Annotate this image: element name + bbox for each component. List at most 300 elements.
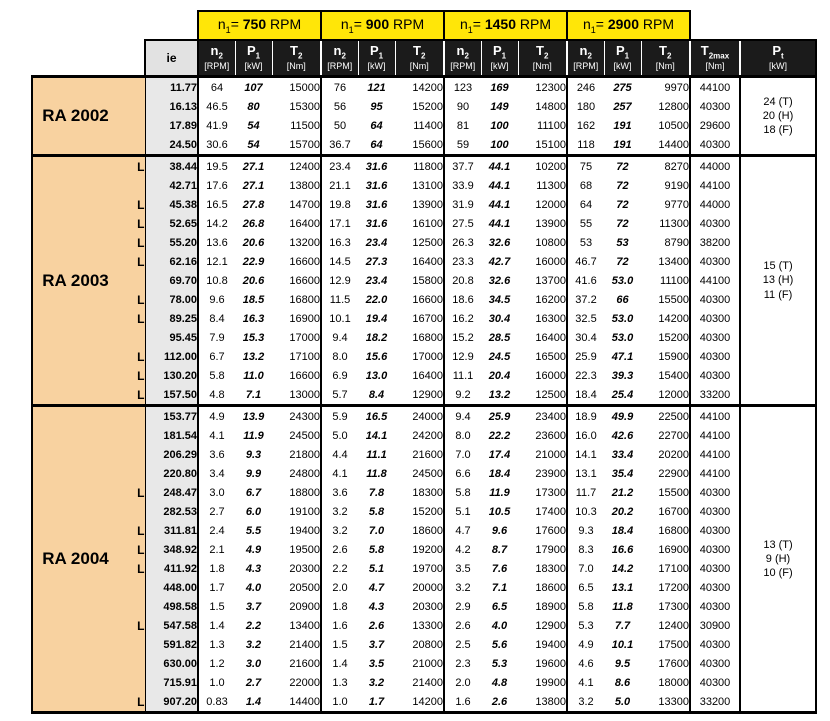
table-row bbox=[32, 578, 816, 597]
cell-n2-900: 36.7 bbox=[321, 135, 358, 156]
cell-n2-900: 9.4 bbox=[321, 328, 358, 347]
cell-n2-1450: 9.2 bbox=[444, 385, 481, 406]
cell-t2-900: 12500 bbox=[395, 233, 444, 252]
col-header-t2-750 bbox=[272, 40, 321, 77]
cell-t2-900: 11800 bbox=[395, 156, 444, 177]
cell-t2-2900: 15500 bbox=[641, 290, 690, 309]
cell-t2-2900: 9190 bbox=[641, 176, 690, 195]
cell-p1-900: 2.6 bbox=[358, 616, 395, 635]
cell-ie: 630.00 bbox=[145, 654, 198, 673]
cell-p1-1450: 28.5 bbox=[481, 328, 518, 347]
table-row bbox=[32, 116, 816, 135]
cell-n2-1450: 2.6 bbox=[444, 616, 481, 635]
n1-subscript: 1 bbox=[225, 24, 231, 35]
pt-line: 10 (F) bbox=[763, 567, 793, 580]
speed-value: 900 bbox=[365, 16, 390, 33]
cell-t2-900: 16800 bbox=[395, 328, 444, 347]
cell-t2-1450: 16000 bbox=[518, 366, 567, 385]
cell-n2-1450: 26.3 bbox=[444, 233, 481, 252]
cell-t2-900: 16100 bbox=[395, 214, 444, 233]
cell-t2-2900: 15200 bbox=[641, 328, 690, 347]
cell-t2max: 30900 bbox=[690, 616, 740, 635]
cell-n2-750: 2.1 bbox=[198, 540, 235, 559]
cell-p1-1450: 22.2 bbox=[481, 426, 518, 445]
cell-n2-900: 56 bbox=[321, 97, 358, 116]
cell-p1-900: 3.2 bbox=[358, 673, 395, 692]
mount-marker-l: L bbox=[118, 195, 145, 214]
cell-p1-1450: 25.9 bbox=[481, 406, 518, 427]
cell-p1-750: 6.7 bbox=[235, 483, 272, 502]
cell-n2-750: 7.9 bbox=[198, 328, 235, 347]
cell-t2max: 40300 bbox=[690, 559, 740, 578]
col-unit: [Nm] bbox=[705, 60, 725, 71]
cell-p1-900: 64 bbox=[358, 116, 395, 135]
cell-t2-900: 12900 bbox=[395, 385, 444, 406]
col-unit: [Nm] bbox=[532, 60, 552, 71]
cell-t2-1450: 15100 bbox=[518, 135, 567, 156]
col-unit: [RPM] bbox=[204, 60, 230, 71]
col-symbol-line bbox=[492, 43, 507, 61]
mount-marker-l: L bbox=[118, 559, 145, 578]
header-spacer-right bbox=[690, 11, 816, 40]
cell-n2-750: 17.6 bbox=[198, 176, 235, 195]
cell-t2-750: 24800 bbox=[272, 464, 321, 483]
cell-n2-2900: 13.1 bbox=[567, 464, 604, 483]
cell-p1-1450: 44.1 bbox=[481, 214, 518, 233]
cell-t2-900: 15200 bbox=[395, 97, 444, 116]
cell-p1-2900: 16.6 bbox=[604, 540, 641, 559]
cell-t2-900: 15800 bbox=[395, 271, 444, 290]
col-header-p1-2900 bbox=[604, 40, 641, 77]
cell-n2-750: 4.9 bbox=[198, 406, 235, 427]
col-subscript: 2 bbox=[421, 51, 426, 61]
cell-n2-1450: 33.9 bbox=[444, 176, 481, 195]
col-symbol: n bbox=[333, 43, 342, 59]
cell-t2-2900: 15500 bbox=[641, 483, 690, 502]
cell-t2-750: 17100 bbox=[272, 347, 321, 366]
cell-n2-2900: 180 bbox=[567, 97, 604, 116]
cell-n2-2900: 11.7 bbox=[567, 483, 604, 502]
cell-t2-750: 20300 bbox=[272, 559, 321, 578]
cell-t2-1450: 11100 bbox=[518, 116, 567, 135]
cell-p1-750: 18.5 bbox=[235, 290, 272, 309]
mount-marker-l bbox=[118, 502, 145, 521]
mount-marker-l: L bbox=[118, 692, 145, 713]
cell-p1-900: 7.0 bbox=[358, 521, 395, 540]
cell-t2-900: 14200 bbox=[395, 692, 444, 713]
cell-p1-1450: 2.6 bbox=[481, 692, 518, 713]
cell-p1-750: 15.3 bbox=[235, 328, 272, 347]
cell-t2-1450: 23900 bbox=[518, 464, 567, 483]
cell-n2-1450: 123 bbox=[444, 77, 481, 98]
cell-p1-2900: 10.1 bbox=[604, 635, 641, 654]
cell-n2-750: 5.8 bbox=[198, 366, 235, 385]
cell-t2-900: 20800 bbox=[395, 635, 444, 654]
cell-p1-1450: 30.4 bbox=[481, 309, 518, 328]
mount-marker-l bbox=[118, 176, 145, 195]
cell-n2-1450: 2.3 bbox=[444, 654, 481, 673]
cell-t2-2900: 16800 bbox=[641, 521, 690, 540]
cell-t2-2900: 11100 bbox=[641, 271, 690, 290]
table-body bbox=[32, 77, 816, 713]
cell-n2-1450: 20.8 bbox=[444, 271, 481, 290]
mount-marker-l bbox=[118, 673, 145, 692]
cell-t2-750: 19400 bbox=[272, 521, 321, 540]
col-unit: [RPM] bbox=[573, 60, 599, 71]
cell-ie: 220.80 bbox=[145, 464, 198, 483]
speed-value: 750 bbox=[242, 16, 267, 33]
speed-unit: RPM bbox=[389, 16, 425, 33]
cell-n2-2900: 32.5 bbox=[567, 309, 604, 328]
pt-line: 18 (F) bbox=[763, 124, 793, 137]
mount-marker-l bbox=[118, 635, 145, 654]
col-symbol: T bbox=[659, 43, 667, 59]
cell-p1-750: 26.8 bbox=[235, 214, 272, 233]
equals-sign: = bbox=[230, 16, 243, 33]
cell-ie: 55.20 bbox=[145, 233, 198, 252]
cell-n2-2900: 4.6 bbox=[567, 654, 604, 673]
col-symbol: P bbox=[615, 43, 625, 59]
table-row bbox=[32, 445, 816, 464]
pt-line: 24 (T) bbox=[763, 95, 793, 108]
cell-p1-2900: 72 bbox=[604, 252, 641, 271]
cell-n2-1450: 3.5 bbox=[444, 559, 481, 578]
cell-n2-2900: 3.2 bbox=[567, 692, 604, 713]
cell-n2-750: 1.8 bbox=[198, 559, 235, 578]
cell-t2-1450: 19900 bbox=[518, 673, 567, 692]
cell-t2-1450: 18300 bbox=[518, 559, 567, 578]
cell-p1-2900: 191 bbox=[604, 116, 641, 135]
cell-p1-1450: 24.5 bbox=[481, 347, 518, 366]
mount-marker-l bbox=[118, 116, 145, 135]
cell-t2max: 44100 bbox=[690, 271, 740, 290]
cell-n2-2900: 5.3 bbox=[567, 616, 604, 635]
col-symbol: T bbox=[700, 43, 709, 59]
mount-marker-l bbox=[118, 654, 145, 673]
mount-marker-l: L bbox=[118, 214, 145, 233]
cell-n2-750: 1.5 bbox=[198, 597, 235, 616]
cell-n2-2900: 162 bbox=[567, 116, 604, 135]
cell-ie: 157.50 bbox=[145, 385, 198, 406]
col-unit: [kW] bbox=[367, 60, 386, 71]
cell-n2-1450: 59 bbox=[444, 135, 481, 156]
cell-t2max: 40300 bbox=[690, 290, 740, 309]
col-header-p1-1450 bbox=[481, 40, 518, 77]
cell-t2-900: 18600 bbox=[395, 521, 444, 540]
cell-n2-2900: 18.4 bbox=[567, 385, 604, 406]
cell-t2-2900: 17500 bbox=[641, 635, 690, 654]
cell-n2-1450: 15.2 bbox=[444, 328, 481, 347]
mount-marker-l bbox=[118, 445, 145, 464]
col-symbol-line bbox=[536, 43, 549, 61]
cell-t2-1450: 17300 bbox=[518, 483, 567, 502]
pt-line: 15 (T) bbox=[763, 260, 793, 273]
cell-n2-1450: 3.2 bbox=[444, 578, 481, 597]
cell-t2-1450: 16300 bbox=[518, 309, 567, 328]
cell-t2-1450: 16400 bbox=[518, 328, 567, 347]
cell-p1-2900: 66 bbox=[604, 290, 641, 309]
cell-t2-1450: 19600 bbox=[518, 654, 567, 673]
table-row bbox=[32, 233, 816, 252]
col-subscript: 2 bbox=[667, 51, 672, 61]
mount-marker-l: L bbox=[118, 540, 145, 559]
table-row bbox=[32, 597, 816, 616]
col-symbol: T bbox=[413, 43, 421, 59]
cell-p1-1450: 5.6 bbox=[481, 635, 518, 654]
table-row bbox=[32, 483, 816, 502]
cell-p1-750: 54 bbox=[235, 116, 272, 135]
cell-t2-2900: 17200 bbox=[641, 578, 690, 597]
cell-p1-900: 5.8 bbox=[358, 502, 395, 521]
cell-p1-750: 20.6 bbox=[235, 271, 272, 290]
cell-t2-750: 24500 bbox=[272, 426, 321, 445]
cell-p1-2900: 53 bbox=[604, 233, 641, 252]
cell-p1-750: 20.6 bbox=[235, 233, 272, 252]
cell-t2-750: 16400 bbox=[272, 214, 321, 233]
col-symbol: T bbox=[290, 43, 298, 59]
cell-t2max: 33200 bbox=[690, 692, 740, 713]
cell-t2max: 44000 bbox=[690, 156, 740, 177]
section-label: RA 2002 bbox=[32, 77, 118, 156]
cell-t2-750: 15000 bbox=[272, 77, 321, 98]
cell-n2-900: 4.1 bbox=[321, 464, 358, 483]
cell-t2-2900: 16900 bbox=[641, 540, 690, 559]
cell-p1-2900: 18.4 bbox=[604, 521, 641, 540]
cell-p1-900: 95 bbox=[358, 97, 395, 116]
cell-t2-900: 16700 bbox=[395, 309, 444, 328]
cell-p1-1450: 10.5 bbox=[481, 502, 518, 521]
cell-t2-1450: 21000 bbox=[518, 445, 567, 464]
cell-p1-900: 4.3 bbox=[358, 597, 395, 616]
header-spacer-left bbox=[32, 11, 198, 40]
cell-n2-1450: 2.0 bbox=[444, 673, 481, 692]
cell-t2-750: 22000 bbox=[272, 673, 321, 692]
cell-p1-900: 8.4 bbox=[358, 385, 395, 406]
cell-p1-900: 19.4 bbox=[358, 309, 395, 328]
cell-p1-750: 27.1 bbox=[235, 156, 272, 177]
col-symbol-line bbox=[246, 43, 261, 61]
mount-marker-l bbox=[118, 464, 145, 483]
cell-t2max: 33200 bbox=[690, 385, 740, 406]
cell-n2-1450: 16.2 bbox=[444, 309, 481, 328]
table-row bbox=[32, 195, 816, 214]
cell-n2-2900: 7.0 bbox=[567, 559, 604, 578]
speed-unit: RPM bbox=[266, 16, 302, 33]
cell-t2max: 40300 bbox=[690, 578, 740, 597]
col-subscript: 1 bbox=[501, 51, 507, 61]
cell-p1-1450: 169 bbox=[481, 77, 518, 98]
cell-n2-1450: 4.2 bbox=[444, 540, 481, 559]
table-row bbox=[32, 385, 816, 406]
table-row bbox=[32, 271, 816, 290]
mount-marker-l bbox=[118, 97, 145, 116]
cell-p1-2900: 53.0 bbox=[604, 271, 641, 290]
cell-n2-900: 1.5 bbox=[321, 635, 358, 654]
cell-t2max: 40300 bbox=[690, 328, 740, 347]
cell-p1-750: 9.3 bbox=[235, 445, 272, 464]
cell-p1-2900: 35.4 bbox=[604, 464, 641, 483]
speed-header-1450 bbox=[444, 11, 567, 40]
col-subscript: 2 bbox=[464, 51, 469, 61]
cell-ie: 89.25 bbox=[145, 309, 198, 328]
cell-p1-750: 4.0 bbox=[235, 578, 272, 597]
cell-n2-900: 21.1 bbox=[321, 176, 358, 195]
cell-t2max: 40300 bbox=[690, 97, 740, 116]
cell-p1-2900: 72 bbox=[604, 195, 641, 214]
cell-t2-2900: 15400 bbox=[641, 366, 690, 385]
cell-p1-2900: 39.3 bbox=[604, 366, 641, 385]
cell-t2-750: 24300 bbox=[272, 406, 321, 427]
cell-t2-2900: 22700 bbox=[641, 426, 690, 445]
col-symbol-line bbox=[413, 43, 426, 61]
col-unit: [Nm] bbox=[655, 60, 675, 71]
cell-p1-750: 3.0 bbox=[235, 654, 272, 673]
gear-unit-rating-table bbox=[31, 10, 817, 714]
cell-n2-750: 3.0 bbox=[198, 483, 235, 502]
cell-ie: 78.00 bbox=[145, 290, 198, 309]
cell-n2-900: 4.4 bbox=[321, 445, 358, 464]
speed-unit: RPM bbox=[639, 16, 675, 33]
col-subscript: 2 bbox=[341, 51, 346, 61]
cell-t2-2900: 8790 bbox=[641, 233, 690, 252]
cell-p1-1450: 9.6 bbox=[481, 521, 518, 540]
cell-p1-1450: 100 bbox=[481, 116, 518, 135]
col-header-n2-750 bbox=[198, 40, 235, 77]
cell-p1-1450: 4.8 bbox=[481, 673, 518, 692]
mount-marker-l bbox=[118, 271, 145, 290]
cell-n2-900: 8.0 bbox=[321, 347, 358, 366]
cell-p1-750: 2.2 bbox=[235, 616, 272, 635]
cell-p1-750: 1.4 bbox=[235, 692, 272, 713]
cell-n2-900: 14.5 bbox=[321, 252, 358, 271]
table-row bbox=[32, 635, 816, 654]
pt-line: 9 (H) bbox=[765, 552, 791, 565]
cell-p1-1450: 8.7 bbox=[481, 540, 518, 559]
cell-t2-2900: 10500 bbox=[641, 116, 690, 135]
cell-t2max: 44100 bbox=[690, 464, 740, 483]
cell-p1-900: 1.7 bbox=[358, 692, 395, 713]
col-symbol-line bbox=[369, 43, 384, 61]
cell-n2-1450: 27.5 bbox=[444, 214, 481, 233]
cell-n2-1450: 4.7 bbox=[444, 521, 481, 540]
cell-ie: 42.71 bbox=[145, 176, 198, 195]
cell-t2max: 44000 bbox=[690, 195, 740, 214]
cell-t2-2900: 20200 bbox=[641, 445, 690, 464]
cell-n2-750: 41.9 bbox=[198, 116, 235, 135]
table-row bbox=[32, 673, 816, 692]
cell-n2-750: 12.1 bbox=[198, 252, 235, 271]
col-subscript: 2 bbox=[587, 51, 592, 61]
cell-n2-900: 6.9 bbox=[321, 366, 358, 385]
col-subscript: 2 bbox=[298, 51, 303, 61]
cell-ie: 282.53 bbox=[145, 502, 198, 521]
cell-p1-750: 3.2 bbox=[235, 635, 272, 654]
col-unit: [kW] bbox=[244, 60, 263, 71]
speed-value: 2900 bbox=[607, 16, 640, 33]
cell-n2-900: 2.0 bbox=[321, 578, 358, 597]
cell-t2-750: 20500 bbox=[272, 578, 321, 597]
cell-n2-1450: 2.9 bbox=[444, 597, 481, 616]
cell-n2-1450: 11.1 bbox=[444, 366, 481, 385]
cell-t2-1450: 16200 bbox=[518, 290, 567, 309]
cell-t2-900: 19700 bbox=[395, 559, 444, 578]
cell-t2-900: 14200 bbox=[395, 77, 444, 98]
cell-n2-900: 23.4 bbox=[321, 156, 358, 177]
cell-t2-900: 16400 bbox=[395, 252, 444, 271]
col-unit: [kW] bbox=[769, 60, 787, 71]
header-row-speeds bbox=[32, 11, 816, 40]
cell-n2-2900: 75 bbox=[567, 156, 604, 177]
cell-p1-2900: 42.6 bbox=[604, 426, 641, 445]
cell-p1-900: 11.8 bbox=[358, 464, 395, 483]
table-row bbox=[32, 290, 816, 309]
cell-t2max: 40300 bbox=[690, 635, 740, 654]
cell-t2-750: 16600 bbox=[272, 271, 321, 290]
cell-n2-1450: 37.7 bbox=[444, 156, 481, 177]
cell-n2-1450: 5.8 bbox=[444, 483, 481, 502]
cell-t2max: 40300 bbox=[690, 366, 740, 385]
col-subscript: 1 bbox=[624, 51, 630, 61]
cell-p1-2900: 72 bbox=[604, 176, 641, 195]
col-header-n2-900 bbox=[321, 40, 358, 77]
cell-p1-2900: 13.1 bbox=[604, 578, 641, 597]
table-row bbox=[32, 559, 816, 578]
cell-t2-2900: 12000 bbox=[641, 385, 690, 406]
cell-p1-2900: 33.4 bbox=[604, 445, 641, 464]
cell-n2-2900: 18.9 bbox=[567, 406, 604, 427]
n1-subscript: 1 bbox=[348, 24, 354, 35]
cell-t2-750: 17000 bbox=[272, 328, 321, 347]
cell-p1-1450: 6.5 bbox=[481, 597, 518, 616]
cell-t2-1450: 18900 bbox=[518, 597, 567, 616]
mount-marker-l: L bbox=[118, 385, 145, 406]
table-row bbox=[32, 692, 816, 713]
mount-marker-l: L bbox=[118, 483, 145, 502]
pt-line: 13 (H) bbox=[762, 274, 794, 287]
mount-marker-l bbox=[118, 135, 145, 156]
col-symbol: n bbox=[210, 43, 219, 59]
cell-p1-900: 121 bbox=[358, 77, 395, 98]
cell-p1-2900: 257 bbox=[604, 97, 641, 116]
cell-n2-750: 4.8 bbox=[198, 385, 235, 406]
col-symbol-line bbox=[615, 43, 630, 61]
cell-t2-900: 21600 bbox=[395, 445, 444, 464]
cell-t2-2900: 17600 bbox=[641, 654, 690, 673]
cell-n2-1450: 81 bbox=[444, 116, 481, 135]
cell-n2-1450: 1.6 bbox=[444, 692, 481, 713]
cell-ie: 24.50 bbox=[145, 135, 198, 156]
cell-ie: 17.89 bbox=[145, 116, 198, 135]
cell-ie: 591.82 bbox=[145, 635, 198, 654]
section-label: RA 2004 bbox=[32, 406, 118, 713]
mount-marker-l: L bbox=[118, 366, 145, 385]
cell-t2-2900: 18000 bbox=[641, 673, 690, 692]
cell-t2-750: 13200 bbox=[272, 233, 321, 252]
cell-t2-1450: 17400 bbox=[518, 502, 567, 521]
col-symbol-line bbox=[659, 43, 672, 61]
cell-p1-2900: 275 bbox=[604, 77, 641, 98]
cell-t2-900: 20000 bbox=[395, 578, 444, 597]
cell-n2-1450: 8.0 bbox=[444, 426, 481, 445]
cell-t2-750: 21600 bbox=[272, 654, 321, 673]
cell-t2-2900: 12400 bbox=[641, 616, 690, 635]
cell-p1-900: 11.1 bbox=[358, 445, 395, 464]
col-symbol-line bbox=[333, 43, 346, 61]
cell-n2-900: 16.3 bbox=[321, 233, 358, 252]
cell-p1-2900: 8.6 bbox=[604, 673, 641, 692]
cell-n2-1450: 23.3 bbox=[444, 252, 481, 271]
cell-n2-2900: 246 bbox=[567, 77, 604, 98]
